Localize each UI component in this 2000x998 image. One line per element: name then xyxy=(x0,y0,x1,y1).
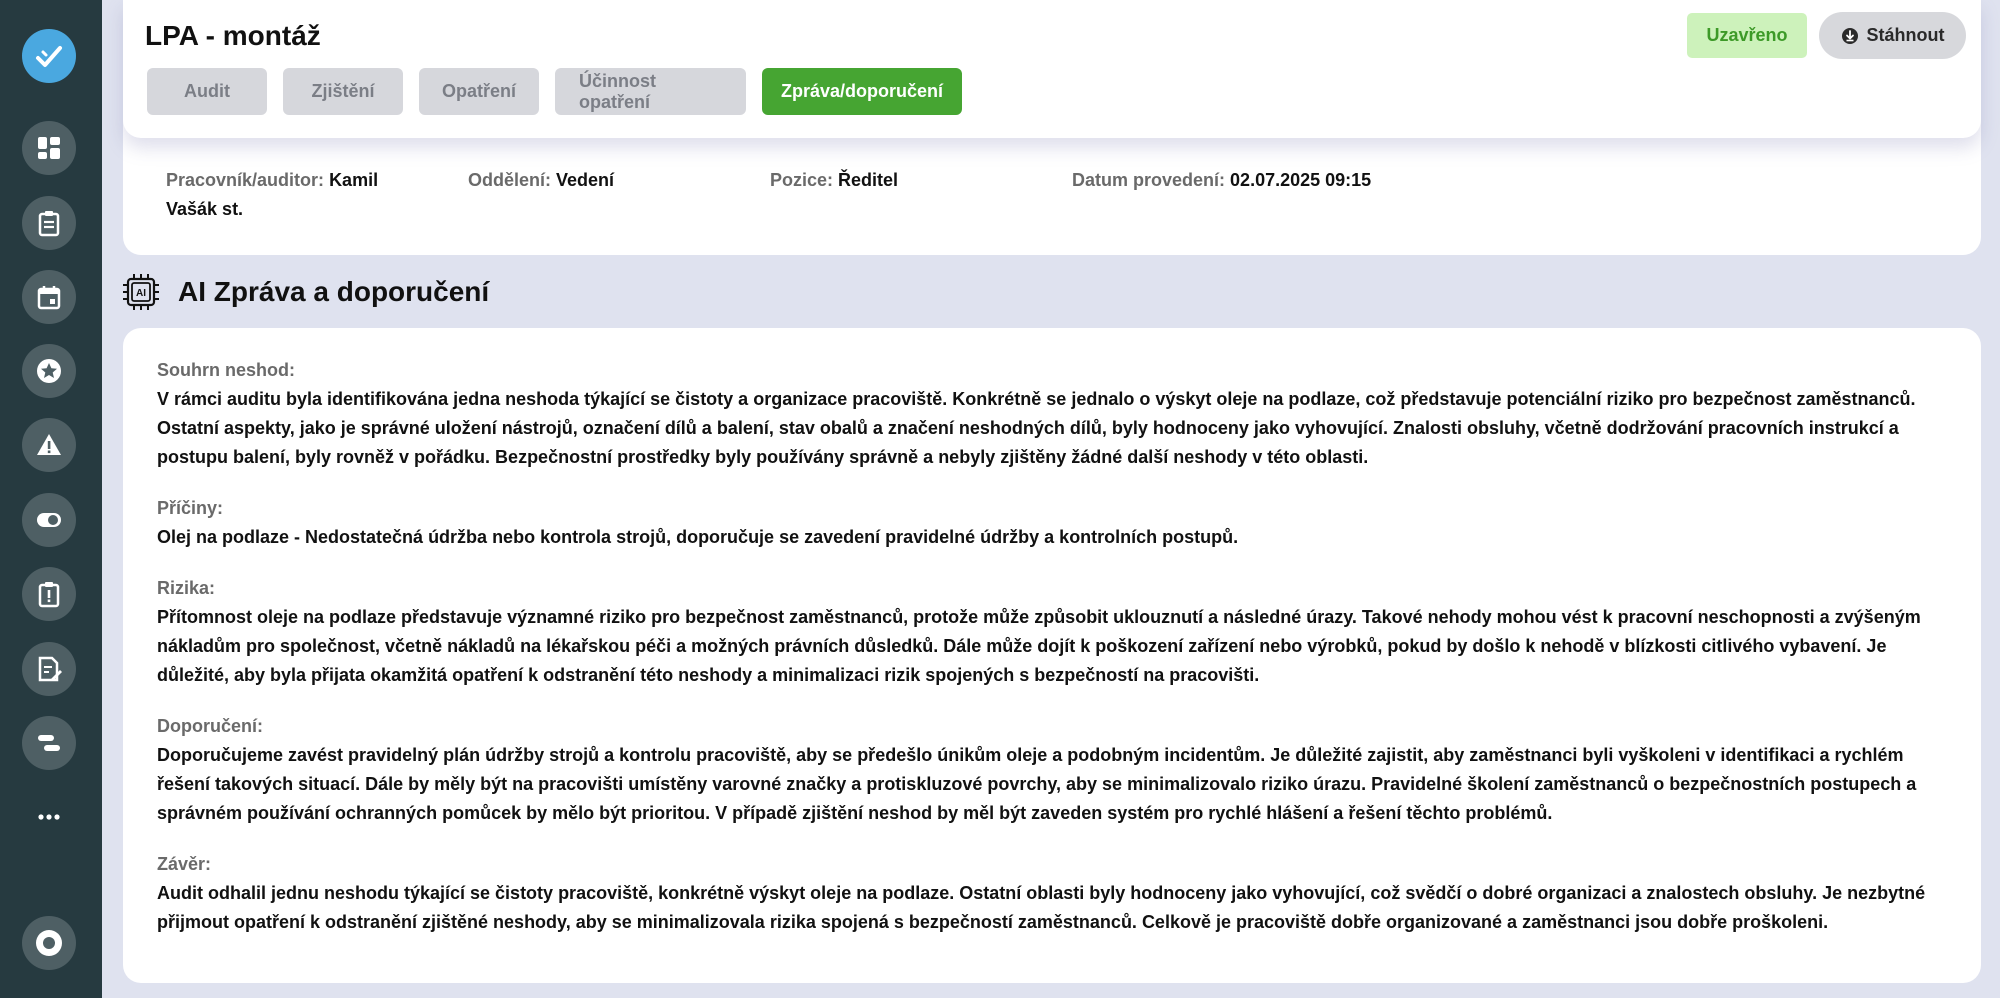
tab-audit[interactable]: Audit xyxy=(147,68,267,115)
section-title: AI Zpráva a doporučení xyxy=(178,276,490,307)
tab-measures[interactable]: Opatření xyxy=(419,68,539,115)
nav-help[interactable] xyxy=(22,916,76,970)
download-label: Stáhnout xyxy=(1866,25,1945,45)
summary-label: Souhrn neshod: xyxy=(157,360,295,380)
tab-effectiveness[interactable]: Účinnost opatření xyxy=(555,68,746,115)
clipboard-alert-icon xyxy=(35,580,63,608)
calendar-icon xyxy=(35,283,63,311)
clipboard-list-icon xyxy=(35,209,63,237)
ai-chip-text: AI xyxy=(136,288,146,299)
recommendations-block xyxy=(157,712,1947,828)
causes-block xyxy=(157,494,1947,552)
nav-favorites[interactable] xyxy=(22,344,76,398)
nav-toggle[interactable] xyxy=(22,493,76,547)
risks-text: Přítomnost oleje na podlaze představuje významné riziko pro bezpečnost zaměstnanců, protože může způsobit uklouznutí a následné úrazy. Takové nehody mohou vést k pracovní neschopnosti a zvýšeným nákladům pro společnost, včetně nákladů na lékařskou péči a možných právních důsledků. Dále může dojít k poškození zařízení nebo výrobků, pokud by došlo k nehodě v blízkosti citlivého vybavení. Je důležité, aby byla přijata okamžitá opatření k odstranění této neshody a minimalizaci rizik spojených s bezpečností na pracovišti. xyxy=(157,607,1921,685)
nav-audits[interactable] xyxy=(22,196,76,250)
auditor-label: Pracovník/auditor: xyxy=(166,170,325,190)
page-title: LPA - montáž xyxy=(145,20,321,51)
check-logo-icon xyxy=(32,39,66,73)
causes-label: Příčiny: xyxy=(157,498,224,518)
info-date xyxy=(1072,166,1371,195)
recommendations-label: Doporučení: xyxy=(157,716,263,736)
date-label: Datum provedení: xyxy=(1072,170,1226,190)
nav-documents[interactable] xyxy=(22,642,76,696)
info-auditor xyxy=(166,166,426,224)
nav-timeline[interactable] xyxy=(22,716,76,770)
download-button[interactable] xyxy=(1819,12,1966,59)
sidebar xyxy=(0,0,102,998)
app-logo[interactable] xyxy=(22,29,76,83)
more-icon xyxy=(37,813,61,821)
conclusion-text: Audit odhalil jednu neshodu týkající se čistoty pracoviště, konkrétně výskyt oleje na podlaze. Ostatní oblasti byly hodnoceny jako vyhovující, což svědčí o dobré organizaci a znalostech obsluhy. Je nezbytné přijmout opatření k odstranění zjištěné neshody, aby se minimalizovala rizika spojená s bezpečností zaměstnanců. Celkově je pracoviště dobře organizované a zaměstnanci jsou dobře proškoleni. xyxy=(157,883,1926,932)
header-card xyxy=(123,0,1981,138)
risks-block xyxy=(157,574,1947,690)
download-icon xyxy=(1841,27,1859,45)
position-value: Ředitel xyxy=(838,170,899,190)
conclusion-block xyxy=(157,850,1947,937)
nav-findings[interactable] xyxy=(22,567,76,621)
tab-findings[interactable]: Zjištění xyxy=(283,68,403,115)
date-value: 02.07.2025 09:15 xyxy=(1230,170,1372,190)
ai-report-card xyxy=(123,328,1981,983)
nav-warnings[interactable] xyxy=(22,418,76,472)
ai-report-header xyxy=(122,272,489,312)
risks-label: Rizika: xyxy=(157,578,216,598)
dashboard-icon xyxy=(35,134,63,162)
department-label: Oddělení: xyxy=(468,170,552,190)
position-label: Pozice: xyxy=(770,170,834,190)
ai-chip-icon xyxy=(122,273,160,311)
summary-text: V rámci auditu byla identifikována jedna neshoda týkající se čistoty a organizace pracoviště. Konkrétně se jednalo o výskyt oleje na podlaze, což představuje potenciální riziko pro bezpečnost zaměstnanců. Ostatní aspekty, jako je správné uložení nástrojů, označení dílů a balení, stav obalů a značení neshodných dílů, byly hodnoceny jako vyhovující. Znalosti obsluhy, včetně dodržování pracovních instrukcí a postupu balení, byly rovněž v pořádku. Bezpečnostní prostředky byly používány správně a nebyly zjištěny žádné další neshody v této oblasti. xyxy=(157,389,1916,467)
tab-report[interactable]: Zpráva/doporučení xyxy=(762,68,962,115)
department-value: Vedení xyxy=(556,170,615,190)
warning-icon xyxy=(35,431,63,459)
nav-more[interactable] xyxy=(22,790,76,844)
conclusion-label: Závěr: xyxy=(157,854,212,874)
summary-block xyxy=(157,356,1947,472)
info-department xyxy=(468,166,614,195)
status-badge: Uzavřeno xyxy=(1687,13,1807,58)
recommendations-text: Doporučujeme zavést pravidelný plán údržby strojů a kontrolu pracoviště, aby se předešlo únikům oleje a podobným incidentům. Je důležité zajistit, aby zaměstnanci byli vyškoleni v identifikaci a rychlém řešení takových situací. Dále by měly být na pracovišti umístěny varovné značky a protiskluzové povrchy, aby se minimalizovalo riziko úrazu. Pravidelné školení zaměstnanců o bezpečnostních postupech a správném používání ochranných pomůcek by mělo být prioritou. V případě zjištění neshod by měl být zaveden systém pro rychlé hlášení a řešení těchto problémů. xyxy=(157,745,1917,823)
timeline-icon xyxy=(35,729,63,757)
causes-text: Olej na podlaze - Nedostatečná údržba nebo kontrola strojů, doporučuje se zavedení pravidelné údržby a kontrolních postupů. xyxy=(157,527,1239,547)
help-icon xyxy=(33,927,65,959)
nav-dashboard[interactable] xyxy=(22,121,76,175)
toggle-icon xyxy=(35,506,63,534)
info-position xyxy=(770,166,898,195)
star-icon xyxy=(35,357,63,385)
nav-calendar[interactable] xyxy=(22,270,76,324)
tab-bar xyxy=(147,68,962,115)
auditor-value: Kamil Vašák st. xyxy=(166,170,379,219)
edit-document-icon xyxy=(35,655,63,683)
